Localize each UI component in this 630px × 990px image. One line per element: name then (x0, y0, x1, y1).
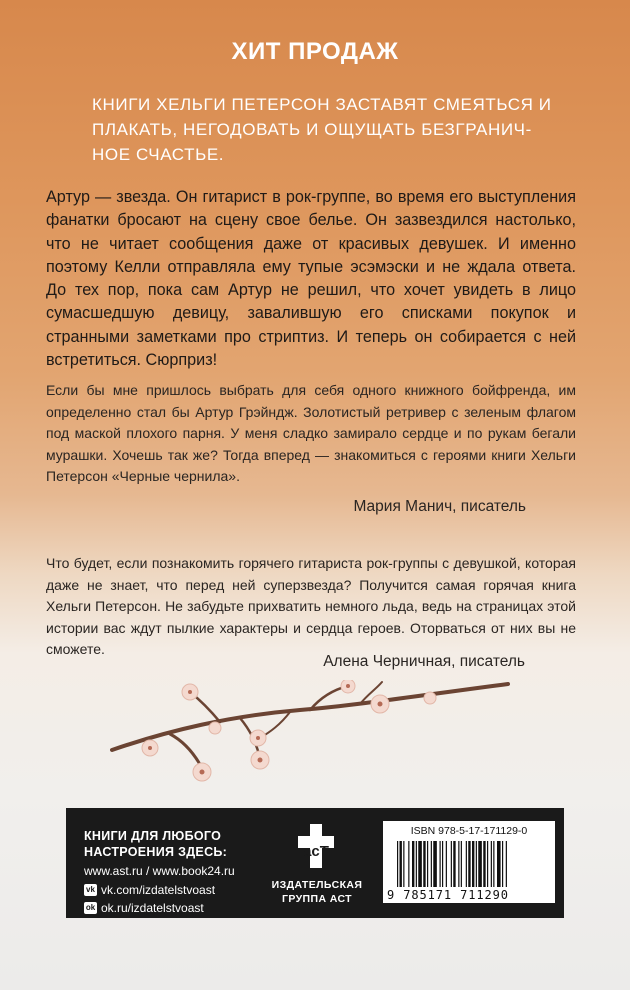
barcode-digits: 9 785171 711290 (387, 888, 509, 902)
cherry-blossom-branch-illustration (110, 680, 510, 790)
footer-title-line: КНИГИ ДЛЯ ЛЮБОГО (84, 829, 222, 843)
footer-title-line: НАСТРОЕНИЯ ЗДЕСЬ: (84, 845, 228, 859)
website-links-text[interactable]: www.ast.ru / www.book24.ru (84, 864, 235, 878)
publisher-name-line: ГРУППА АСТ (282, 893, 352, 905)
publisher-name (262, 878, 372, 906)
svg-text:acT: acT (303, 843, 329, 860)
ok-icon: ok (85, 903, 96, 912)
barcode-icon (397, 841, 547, 887)
isbn-barcode-box (383, 821, 555, 903)
vk-link[interactable] (84, 883, 215, 897)
review-author: Алена Черничная, писатель (323, 653, 525, 670)
review-quote: Если бы мне пришлось выбрать для себя одного книжного бойфренда, им определенно стал бы Артур Грэйндж. Золотистый ретривер с зеленым флагом под маской плохого парня. У меня сладко замирало сердце и по рукам бегали мурашки. Хочешь так же? Тогда вперед — знакомиться с героями книги Хельги Петерсон «Черные чернила». (46, 382, 576, 484)
publisher-name-line: ИЗДАТЕЛЬСКАЯ (271, 879, 363, 891)
synopsis: Артур — звезда. Он гитарист в рок-группе, во время его выступления фанатки бросают на сцену свое белье. Он зазвездился настолько, что не читает сообщения даже от красивых девушек. И именно поэтому Келли отправляла ему тупые эсэмэски и не ждала ответа. До тех пор, пока сам Артур не решил, что хочет увидеть в лицо сумасшедшую девицу, завалившую его списками покупок и странными заметками про стриптиз. И теперь он собирается с ней встретиться. Сюрприз! (46, 188, 576, 370)
vk-link-text[interactable]: vk.com/izdatelstvoast (101, 883, 216, 897)
headline: ХИТ ПРОДАЖ (231, 38, 399, 65)
isbn-number: ISBN 978-5-17-171129-0 (410, 825, 528, 837)
review-quote: Что будет, если познакомить горячего гитариста рок-группы с девушкой, которая даже не знает, что перед ней суперзвезда? Получится самая горячая книга Хельги Петерсон. Не забудьте прихватить немного льда, ведь на страницах этой истории вас ждут пылкие характеры и сердца героев. Оторваться от них вы не сможете. (46, 555, 576, 657)
vk-icon: vk (84, 884, 97, 896)
ok-link-text[interactable]: ok.ru/izdatelstvoast (101, 901, 204, 915)
ok-link[interactable] (84, 901, 204, 915)
publisher-footer (66, 808, 564, 918)
review-author: Мария Манич, писатель (353, 498, 526, 515)
footer-title (84, 828, 227, 860)
tagline: КНИГИ ХЕЛЬГИ ПЕТЕРСОН ЗАСТАВЯТ СМЕЯТЬСЯ И ПЛАКАТЬ, НЕГОДОВАТЬ И ОЩУЩАТЬ БЕЗГРАНИЧ-НОЕ СЧАСТЬЕ. (92, 95, 552, 164)
ast-logo-icon (290, 820, 342, 872)
website-links[interactable] (84, 864, 235, 878)
